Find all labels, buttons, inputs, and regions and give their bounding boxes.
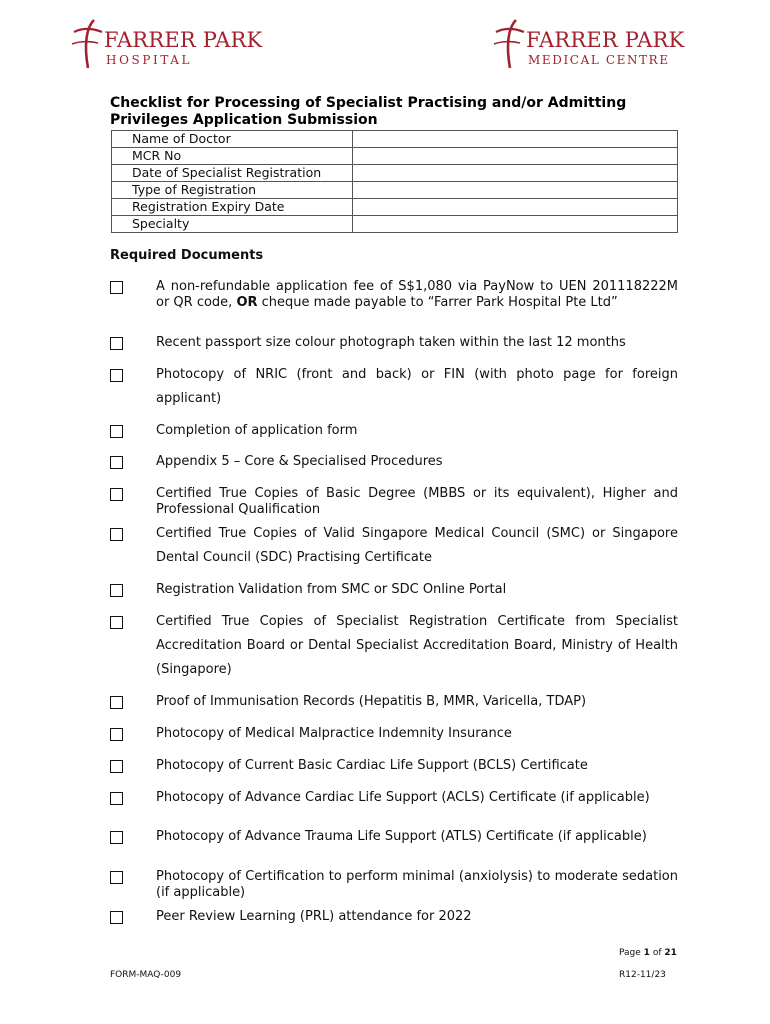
page-number: Page 1 of 21 (619, 948, 677, 958)
item-text: Certified True Copies of Valid Singapore Medical Council (SMC) or Singapore Dental Council (SDC) Practising Certificate (156, 526, 678, 565)
checkbox[interactable] (110, 488, 123, 501)
logo-name: FARRER PARK (104, 28, 263, 52)
item-text: Photocopy of Medical Malpractice Indemnity Insurance (156, 726, 512, 741)
checkbox[interactable] (110, 616, 123, 629)
item-text: Photocopy of Advance Trauma Life Support (ATLS) Certificate (if applicable) (156, 829, 647, 844)
cross-icon (70, 18, 104, 70)
table-row (112, 182, 678, 199)
doctor-info-table (111, 130, 678, 233)
item-text: A non-refundable application fee of S$1,080 via PayNow to UEN 201118222M or QR code, OR cheque made payable to “Farrer Park Hospital Pte Ltd” (156, 279, 678, 310)
farrer-park-hospital-logo (70, 18, 270, 70)
farrer-park-medical-centre-logo (492, 18, 692, 70)
required-documents-heading: Required Documents (110, 248, 264, 263)
specialty-field[interactable] (353, 216, 678, 233)
item-text: Registration Validation from SMC or SDC Online Portal (156, 582, 507, 597)
item-text: Photocopy of NRIC (front and back) or FIN (with photo page for foreign applicant) (156, 367, 678, 406)
specialist-registration-date-field[interactable] (353, 165, 678, 182)
cross-icon (492, 18, 526, 70)
item-text: Proof of Immunisation Records (Hepatitis B, MMR, Varicella, TDAP) (156, 694, 587, 709)
field-label: Registration Expiry Date (112, 199, 353, 216)
form-code: FORM-MAQ-009 (110, 970, 182, 980)
item-text: Completion of application form (156, 423, 358, 438)
registration-expiry-field[interactable] (353, 199, 678, 216)
page-title: Checklist for Processing of Specialist Practising and/or Admitting Privileges Application Submission (110, 95, 627, 128)
item-text: Photocopy of Advance Cardiac Life Support (ACLS) Certificate (if applicable) (156, 790, 650, 805)
checkbox[interactable] (110, 871, 123, 884)
checkbox[interactable] (110, 281, 123, 294)
checkbox[interactable] (110, 831, 123, 844)
mcr-no-field[interactable] (353, 148, 678, 165)
checkbox[interactable] (110, 456, 123, 469)
field-label: Name of Doctor (112, 131, 353, 148)
name-of-doctor-field[interactable] (353, 131, 678, 148)
checkbox[interactable] (110, 425, 123, 438)
logo-subtitle: HOSPITAL (106, 53, 193, 67)
field-label: MCR No (112, 148, 353, 165)
revision-code: R12-11/23 (619, 970, 666, 980)
table-row (112, 199, 678, 216)
table-row (112, 165, 678, 182)
item-text: Certified True Copies of Basic Degree (MBBS or its equivalent), Higher and Professional Qualification (156, 486, 678, 517)
field-label: Date of Specialist Registration (112, 165, 353, 182)
table-row (112, 148, 678, 165)
registration-type-field[interactable] (353, 182, 678, 199)
table-row (112, 216, 678, 233)
item-text: Certified True Copies of Specialist Registration Certificate from Specialist Accreditation Board or Dental Specialist Accreditation Board, Ministry of Health (Singapore) (156, 614, 678, 677)
item-text: Photocopy of Current Basic Cardiac Life Support (BCLS) Certificate (156, 758, 588, 773)
item-text: Peer Review Learning (PRL) attendance for 2022 (156, 909, 472, 924)
logo-subtitle: MEDICAL CENTRE (528, 53, 670, 67)
checkbox[interactable] (110, 584, 123, 597)
checkbox[interactable] (110, 528, 123, 541)
checkbox[interactable] (110, 760, 123, 773)
item-text: Photocopy of Certification to perform minimal (anxiolysis) to moderate sedation (if applicable) (156, 869, 678, 900)
field-label: Type of Registration (112, 182, 353, 199)
checkbox[interactable] (110, 337, 123, 350)
field-label: Specialty (112, 216, 353, 233)
checkbox[interactable] (110, 369, 123, 382)
checkbox[interactable] (110, 696, 123, 709)
item-text: Appendix 5 – Core & Specialised Procedures (156, 454, 443, 469)
checkbox[interactable] (110, 728, 123, 741)
checkbox[interactable] (110, 911, 123, 924)
item-text: Recent passport size colour photograph taken within the last 12 months (156, 335, 626, 350)
checkbox[interactable] (110, 792, 123, 805)
logo-name: FARRER PARK (526, 28, 685, 52)
table-row (112, 131, 678, 148)
